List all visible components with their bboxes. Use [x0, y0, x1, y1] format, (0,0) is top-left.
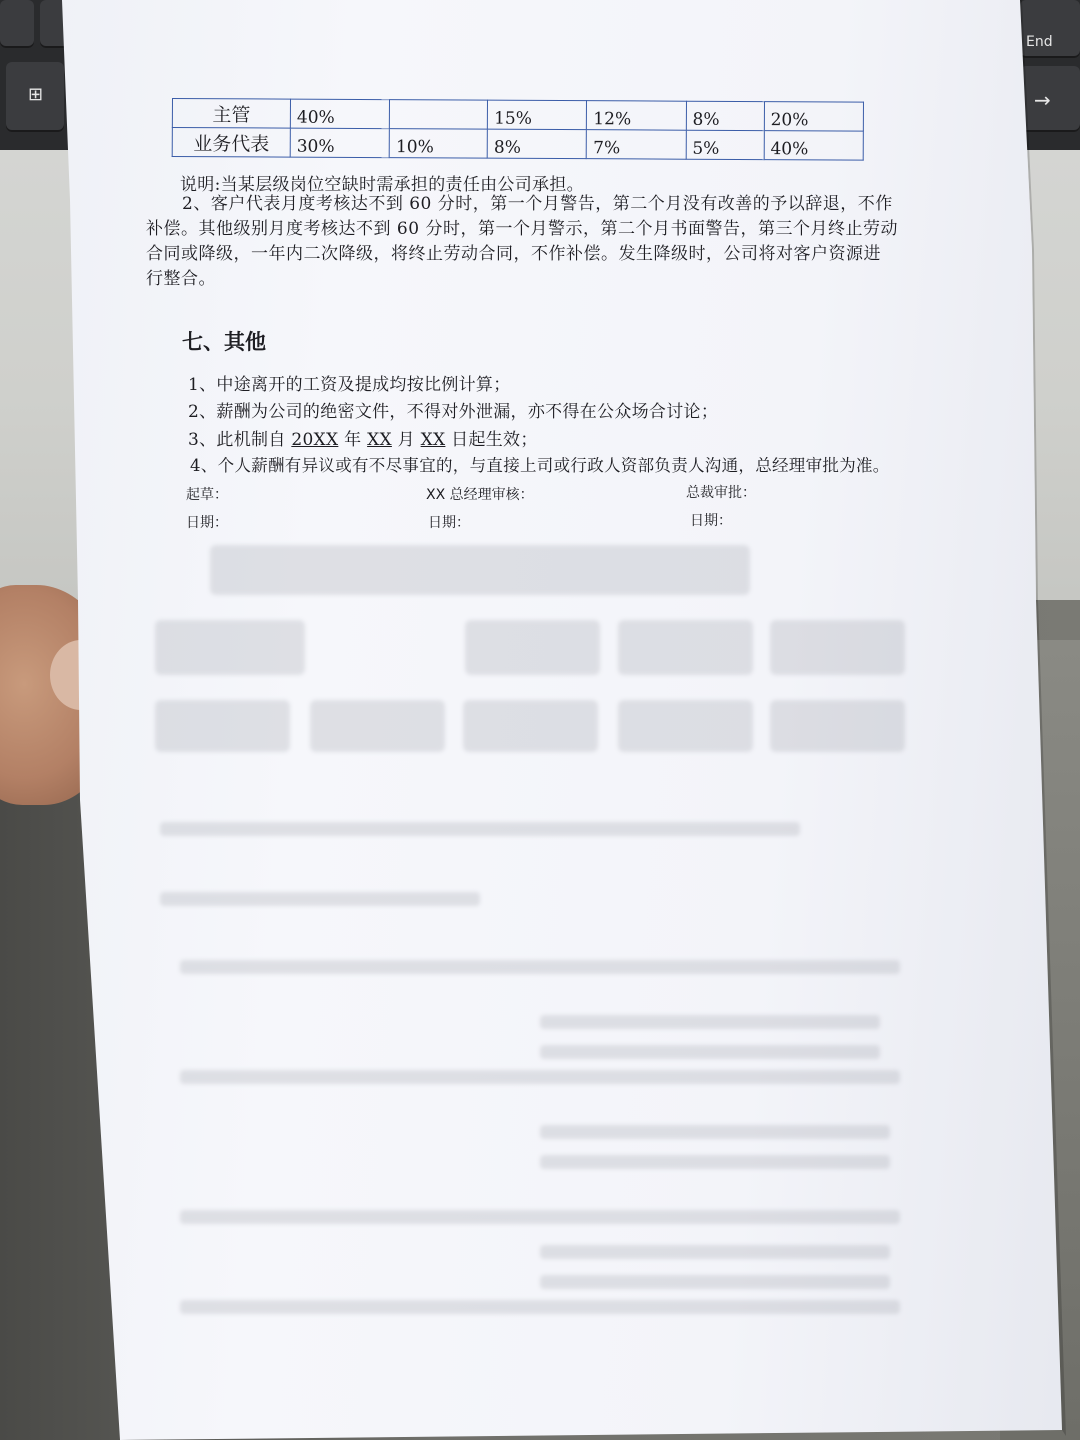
table-cell: 15% [488, 100, 587, 130]
table-cell-role: 业务代表 [172, 128, 290, 158]
signature-date: 日期： [690, 513, 732, 529]
list-item: 2、薪酬为公司的绝密文件，不得对外泄漏，亦不得在公众场合讨论； [188, 402, 719, 422]
effective-day-suffix: 日起生效； [445, 430, 538, 450]
table-cell-role: 主管 [172, 99, 290, 129]
paragraph-line: 补偿。其他级别月度考核达不到 60 分时，第一个月警示，第二个月书面警告，第三个月终止劳动 [146, 219, 898, 239]
table-cell: 5% [686, 130, 764, 159]
table-cell: 40% [764, 131, 863, 161]
table-cell: 10% [389, 129, 487, 159]
windows-logo-icon: ⊞ [28, 84, 44, 105]
paragraph-line: 2、客户代表月度考核达不到 60 分时，第一个月警告，第二个月没有改善的予以辞退，不作 [182, 194, 893, 214]
list-item: 4、个人薪酬有异议或有不尽事宜的，与直接上司或行政人资部负责人沟通，总经理审批为准。 [190, 456, 890, 475]
table-cell: 40% [290, 99, 389, 129]
table-cell [390, 100, 488, 130]
arrow-right-icon: → [1034, 88, 1051, 112]
table-cell: 12% [587, 101, 686, 131]
table-cell: 20% [764, 102, 863, 132]
signature-gm-review: XX 总经理审核： [426, 487, 534, 503]
list-item [188, 425, 538, 450]
end-key-label: End [1026, 34, 1053, 50]
effective-date-prefix: 3、此机制自 [188, 430, 292, 450]
effective-month-suffix: 月 [391, 430, 421, 450]
table-cell: 8% [487, 129, 586, 159]
section-heading: 七、其他 [182, 330, 266, 354]
paragraph-line: 行整合。 [146, 269, 216, 289]
signature-date: 日期： [186, 515, 228, 531]
table-note: 说明:当某层级岗位空缺时需承担的责任由公司承担。 [180, 175, 584, 195]
effective-year: 20XX [291, 430, 339, 450]
table-cell: 8% [686, 101, 764, 130]
table-cell: 30% [290, 128, 389, 158]
table-row [172, 99, 863, 132]
effective-day: XX [420, 430, 446, 450]
list-item: 1、中途离开的工资及提成均按比例计算； [188, 375, 511, 395]
table-row [172, 128, 863, 161]
signature-draft: 起草： [186, 487, 228, 503]
effective-year-suffix: 年 [338, 430, 368, 450]
paragraph-line: 合同或降级，一年内二次降级，将终止劳动合同，不作补偿。发生降级时，公司将对客户资源进 [146, 244, 881, 264]
signature-ceo-approval: 总裁审批： [686, 485, 756, 501]
signature-date: 日期： [428, 515, 470, 531]
commission-table [172, 98, 864, 161]
table-cell: 7% [587, 130, 686, 160]
paragraph-2 [146, 192, 936, 292]
effective-month: XX [367, 430, 392, 450]
